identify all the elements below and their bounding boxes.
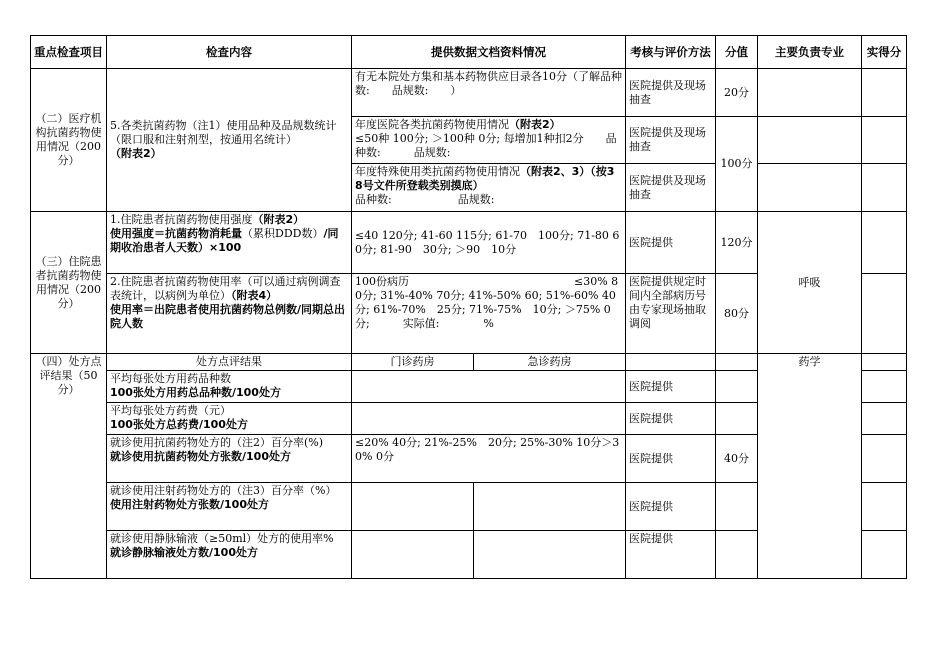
s2-r3-doc-text2: 品种数: 品规数:	[355, 193, 495, 206]
s4-r5-label: 就诊使用静脉输液（≥50ml）处方的使用率%	[110, 532, 334, 545]
s3-r1-content-text: 1.住院患者抗菌药物使用强度	[110, 213, 253, 226]
s4-r2-method: 医院提供	[626, 403, 716, 435]
s3-r2-content-bold: （附表4）	[231, 289, 278, 302]
header-actual: 实得分	[862, 36, 907, 69]
s4-col-outpatient: 门诊药房	[352, 354, 474, 371]
s2-r1-method: 医院提供及现场抽查	[626, 69, 716, 117]
header-doc: 提供数据文档资料情况	[352, 36, 626, 69]
s2-r3-doc-text: 年度特殊使用类抗菌药物使用情况	[355, 165, 520, 178]
s4-r1-label: 平均每张处方用药品种数	[110, 372, 231, 385]
s2-r3-doc	[352, 164, 626, 212]
s3-r1-formula-bold2: /同期收治患者人天数）×100	[110, 227, 339, 254]
s4-r2-formula: 100张处方总药费/100处方	[110, 418, 248, 431]
s4-col-emergency: 急诊药房	[474, 354, 626, 371]
header-content: 检查内容	[107, 36, 352, 69]
s3-r2-score: 80分	[716, 274, 758, 354]
header-method: 考核与评价方法	[626, 36, 716, 69]
s2-r3-doc-bold: （附表2、3）（按38号文件所登载类别摸底）	[355, 165, 615, 192]
header-item: 重点检查项目	[31, 36, 107, 69]
s4-r3-method: 医院提供	[626, 435, 716, 483]
s4-dept: 药学	[758, 354, 862, 579]
s2-r3-dept	[758, 164, 862, 212]
s2-content-bold: （附表2）	[110, 147, 162, 160]
s2-r1-actual	[862, 69, 907, 117]
s2-r1-score: 20分	[716, 69, 758, 117]
s4-r3-actual	[862, 435, 907, 483]
s4-r2-doc	[352, 403, 626, 435]
s4-r4-actual	[862, 483, 907, 531]
s4-r3-formula: 就诊使用抗菌药物处方张数/100处方	[110, 450, 291, 463]
s2-r1-doc: 有无本院处方集和基本药物供应目录各10分（了解品种数: 品规数: ）	[352, 69, 626, 117]
s4-r2-score	[716, 403, 758, 435]
s4-h-actual	[862, 354, 907, 371]
s3-r1-actual	[862, 212, 907, 274]
s4-r4-score	[716, 483, 758, 531]
s3-r2-doc: 100份病历 ≤30% 80分; 31%-40% 70分; 41%-50% 60; 51%-60% 40分; 61%-70% 25分; 71%-75% 10分; ＞75% 0分; 实际值: %	[352, 274, 626, 354]
header-row	[31, 36, 907, 69]
s4-r1-method: 医院提供	[626, 371, 716, 403]
s4-item: （四）处方点评结果（50分）	[31, 354, 107, 579]
s4-r1-formula: 100张处方用药总品种数/100处方	[110, 386, 281, 399]
s4-r4-formula: 使用注射药物处方张数/100处方	[110, 498, 269, 511]
s4-r5-formula: 就诊静脉输液处方数/100处方	[110, 546, 258, 559]
s4-r1-score	[716, 371, 758, 403]
s4-r4-label: 就诊使用注射药物处方的（注3）百分率（%）	[110, 484, 337, 497]
s2-r2-actual	[862, 117, 907, 164]
header-score: 分值	[716, 36, 758, 69]
s2-r2-doc-text2: ≤50种 100分; ＞100种 0分; 每增加1种扣2分 品种数: 品规数:	[355, 132, 617, 159]
s2-r2-score: 100分	[716, 117, 758, 212]
header-dept: 主要负责专业	[758, 36, 862, 69]
s3-r1-doc: ≤40 120分; 41-60 115分; 61-70 100分; 71-80 60分; 81-90 30分; ＞90 10分	[352, 212, 626, 274]
s3-r2-content	[107, 274, 352, 354]
s3-r2-content-text: 2.住院患者抗菌药物使用率（可以通过病例调查表统计，以病例为单位）	[110, 275, 341, 302]
s4-r2-actual	[862, 403, 907, 435]
s2-content-text: 5.各类抗菌药物（注1）使用品种及品规数统计（限口服和注射剂型，按通用名统计）	[110, 119, 337, 146]
s3-r2-formula-bold: 使用率＝出院患者使用抗菌药物总例数/同期总出院人数	[110, 303, 346, 330]
s2-r2-doc	[352, 117, 626, 164]
s4-r3-content	[107, 435, 352, 483]
s3-r1-content-bold: （附表2）	[252, 213, 305, 226]
s2-item: （二）医疗机构抗菌药物使用情况（200分）	[31, 69, 107, 212]
s4-r3-doc: ≤20% 40分; 21%-25% 20分; 25%-30% 10分＞30% 0分	[352, 435, 626, 483]
s2-content	[107, 69, 352, 212]
s4-r5-method: 医院提供	[626, 531, 716, 579]
s3-dept: 呼吸	[758, 212, 862, 354]
s4-r3-label: 就诊使用抗菌药物处方的（注2）百分率(%)	[110, 436, 324, 449]
s4-r5-content	[107, 531, 352, 579]
s4-r1-doc	[352, 371, 626, 403]
s3-item: （三）住院患者抗菌药物使用情况（200分）	[31, 212, 107, 354]
s4-header-row	[31, 354, 907, 371]
s3-r1-content	[107, 212, 352, 274]
s4-r5-doc-emergency	[474, 531, 626, 579]
s2-r2-doc-text: 年度医院各类抗菌药物使用情况	[355, 118, 509, 131]
s4-h-method	[626, 354, 716, 371]
s4-r4-method: 医院提供	[626, 483, 716, 531]
s4-r1-content	[107, 371, 352, 403]
s4-r4-doc-emergency	[474, 483, 626, 531]
s3-r1-method: 医院提供	[626, 212, 716, 274]
s4-r1-actual	[862, 371, 907, 403]
s3-row-1	[31, 212, 907, 274]
s4-r2-content	[107, 403, 352, 435]
s2-r3-actual	[862, 164, 907, 212]
s4-r4-content	[107, 483, 352, 531]
s3-r1-score: 120分	[716, 212, 758, 274]
s4-r2-label: 平均每张处方药费（元）	[110, 404, 231, 417]
s4-r4-doc-outpatient	[352, 483, 474, 531]
s4-r5-score	[716, 531, 758, 579]
s2-r2-method: 医院提供及现场抽查	[626, 117, 716, 164]
s4-r5-doc-outpatient	[352, 531, 474, 579]
s4-h-score	[716, 354, 758, 371]
s2-row-1	[31, 69, 907, 117]
s4-r3-score: 40分	[716, 435, 758, 483]
s3-r1-formula-bold: 使用强度＝抗菌药物消耗量	[110, 227, 242, 240]
inspection-table	[30, 35, 907, 579]
s2-r2-doc-bold: （附表2）	[509, 118, 561, 131]
s2-r3-method: 医院提供及现场抽查	[626, 164, 716, 212]
s3-r2-actual	[862, 274, 907, 354]
s2-r2-dept	[758, 117, 862, 164]
s4-sub-header: 处方点评结果	[107, 354, 352, 371]
s4-r5-actual	[862, 531, 907, 579]
s2-r1-dept	[758, 69, 862, 117]
s3-r1-formula: （累积DDD数）	[242, 227, 324, 240]
s3-r2-method: 医院提供规定时间内全部病历号由专家现场抽取调阅	[626, 274, 716, 354]
